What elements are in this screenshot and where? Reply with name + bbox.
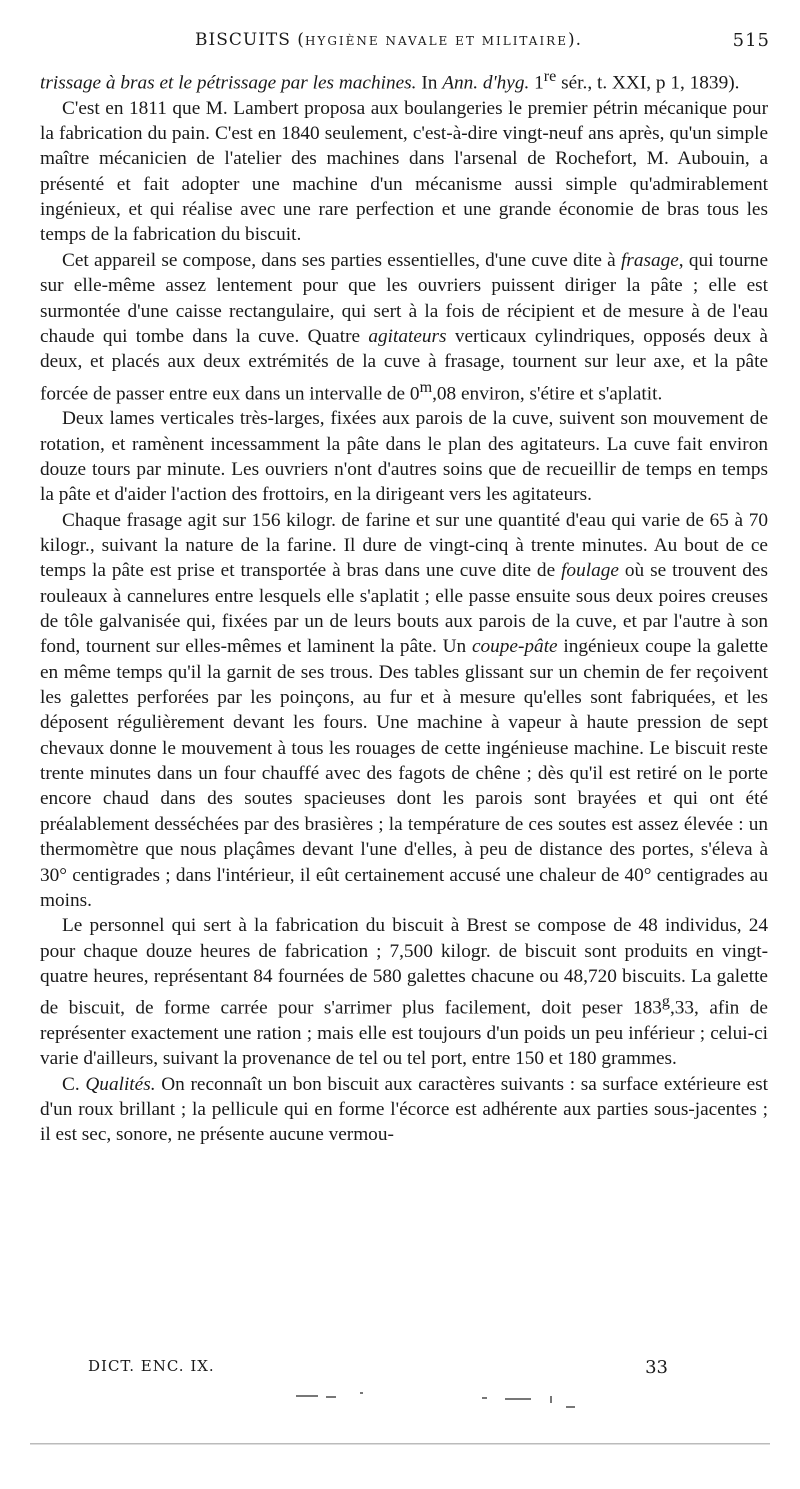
- term-coupe-pate: coupe-pâte: [471, 636, 558, 658]
- apparatus-text-2: , qui tourne sur elle-même assez lentement pour que les ouvriers puissent diriger la pâte ; elle est surmontée d'une caisse rectangulaire, qui sert à la fois de récipient et de mesure à de l'eau chaude qui tombe dans la cuve. Quatre: [40, 249, 768, 347]
- running-header: [40, 30, 770, 60]
- apparatus-text-4: ,08 environ, s'étire et s'aplatit.: [432, 382, 663, 404]
- paragraph-personnel: [40, 913, 768, 1071]
- reference-series-suffix: re: [543, 68, 557, 85]
- section-letter: C.: [62, 1073, 86, 1095]
- ink-specks-decoration: [30, 1392, 770, 1445]
- running-title-close: ).: [567, 30, 583, 50]
- reference-in: In: [416, 72, 443, 94]
- process-text-1: Chaque frasage agit sur 156 kilogr. de farine et sur une quantité d'eau qui varie de 65 à 70 kilogr., suivant la nature de la farine. Il dure de vingt-cinq à trente minutes. Au bout de ce temps la pâte est prise et transportée à bras dans une cuve dite de: [40, 509, 768, 582]
- reference-journal: Ann. d'hyg.: [442, 72, 530, 94]
- term-frasage: frasage: [620, 249, 679, 271]
- signature-number: 33: [645, 1357, 668, 1378]
- body-text: [40, 64, 768, 1148]
- reference-volume: sér., t. XXI, p 1, 1839).: [556, 72, 740, 94]
- apparatus-text-3: verticaux cylindriques, opposés deux à deux, et placés aux deux extrémités de la cuve à frasage, tournent sur leur axe, et la pâte forcée de passer entre eux dans un intervalle de 0: [40, 325, 768, 404]
- scan-specks: [0, 1380, 800, 1460]
- printer-signature-line: [88, 1357, 688, 1381]
- term-agitateurs: agitateurs: [368, 325, 447, 347]
- reference-series-number: 1: [529, 72, 544, 94]
- paragraph-apparatus: [40, 248, 768, 406]
- paragraph-reference-continuation: [40, 64, 768, 96]
- running-title-main: BISCUITS (: [195, 30, 305, 50]
- term-foulage: foulage: [561, 560, 619, 582]
- running-title: [195, 30, 582, 50]
- qualities-text: On reconnaît un bon biscuit aux caractères suivants : sa surface extérieure est d'un roux brillant ; la pellicule qui en forme l'écorce est adhérente aux parties sous-jacentes ; il est sec, sonore, ne présente aucune vermou-: [40, 1073, 768, 1146]
- signature-mark: DICT. ENC. IX.: [88, 1357, 215, 1375]
- reference-title: trissage à bras et le pétrissage par les machines.: [40, 72, 417, 94]
- apparatus-text-1: Cet appareil se compose, dans ses parties essentielles, d'une cuve dite à: [62, 249, 621, 271]
- unit-metre-superscript: m: [419, 378, 433, 396]
- unit-gram-superscript: g: [661, 993, 670, 1011]
- process-text-2: où se trouvent des rouleaux à cannelures entre lesquels elle s'aplatit ; elle passe ensuite sous deux poires creuses de tôle galvanisée qui, fixées par un de leurs bouts aux parois de la cuve, et par l'autre à son fond, tournent sur elles-mêmes et laminent la pâte. Un: [40, 560, 768, 658]
- paragraph-history: C'est en 1811 que M. Lambert proposa aux boulangeries le premier pétrin mécanique pour la fabrication du pain. C'est en 1840 seulement, c'est-à-dire vingt-neuf ans après, qu'un simple maître mécanicien de l'atelier des machines dans l'arsenal de Rochefort, M. Aubouin, a présenté et fait adopter une machine d'un mécanisme aussi simple qu'admirablement ingénieux, et qui réalise avec une rare perfection et une grande économie de bras tous les temps de la fabrication du biscuit.: [40, 97, 768, 246]
- paragraph-blades: Deux lames verticales très-larges, fixées aux parois de la cuve, suivent son mouvement de rotation, et ramènent incessamment la pâte dans le plan des agitateurs. La cuve fait environ douze tours par minute. Les ouvriers n'ont d'autres soins que de recueillir de temps en temps la pâte et d'aider l'action des frottoirs, en la dirigeant vers les agitateurs.: [40, 408, 768, 506]
- running-title-subject: HYGIÈNE NAVALE ET MILITAIRE: [304, 34, 568, 48]
- paragraph-qualities: [40, 1072, 768, 1148]
- personnel-text-2: ,33, afin de représenter exactement une ration ; mais elle est toujours d'un poids un peu inférieur ; celui-ci varie d'ailleurs, suivant la provenance de tel ou tel port, entre 150 et 180 grammes.: [40, 997, 768, 1070]
- personnel-text-1: Le personnel qui sert à la fabrication du biscuit à Brest se compose de 48 individus, 24 pour chaque douze heures de fabrication ; 7,500 kilogr. de biscuit sont produits en vingt-quatre heures, représentant 84 fournées de 580 galettes chacune ou 48,720 biscuits. La galette de biscuit, de forme carrée pour s'arrimer plus facilement, doit peser 183: [40, 915, 768, 1019]
- section-heading-qualites: Qualités.: [85, 1073, 156, 1095]
- paragraph-process: [40, 508, 768, 914]
- page-number: 515: [732, 30, 770, 51]
- process-text-3: ingénieux coupe la galette en même temps qu'il la garnit de ses trous. Des tables glissant sur un chemin de fer reçoivent les galettes perforées par les poinçons, au fur et à mesure qu'elles sont fabriquées, et les déposent régulièrement devant les fours. Une machine à vapeur à haute pression de sept chevaux donne le mouvement à tous les rouages de cette ingénieuse machine. Le biscuit reste trente minutes dans un four chauffé avec des fagots de chêne ; dès qu'il est retiré on le porte encore chaud dans des soutes spacieuses dont les parois sont brayées et qui ont été préalablement desséchées par des brasières ; la température de ces soutes est assez élevée : un thermomètre que nous plaçâmes devant l'une d'elles, à peu de distance des portes, s'éleva à 30° centigrades ; dans l'intérieur, il eût certainement accusé une chaleur de 40° centigrades au moins.: [40, 636, 769, 911]
